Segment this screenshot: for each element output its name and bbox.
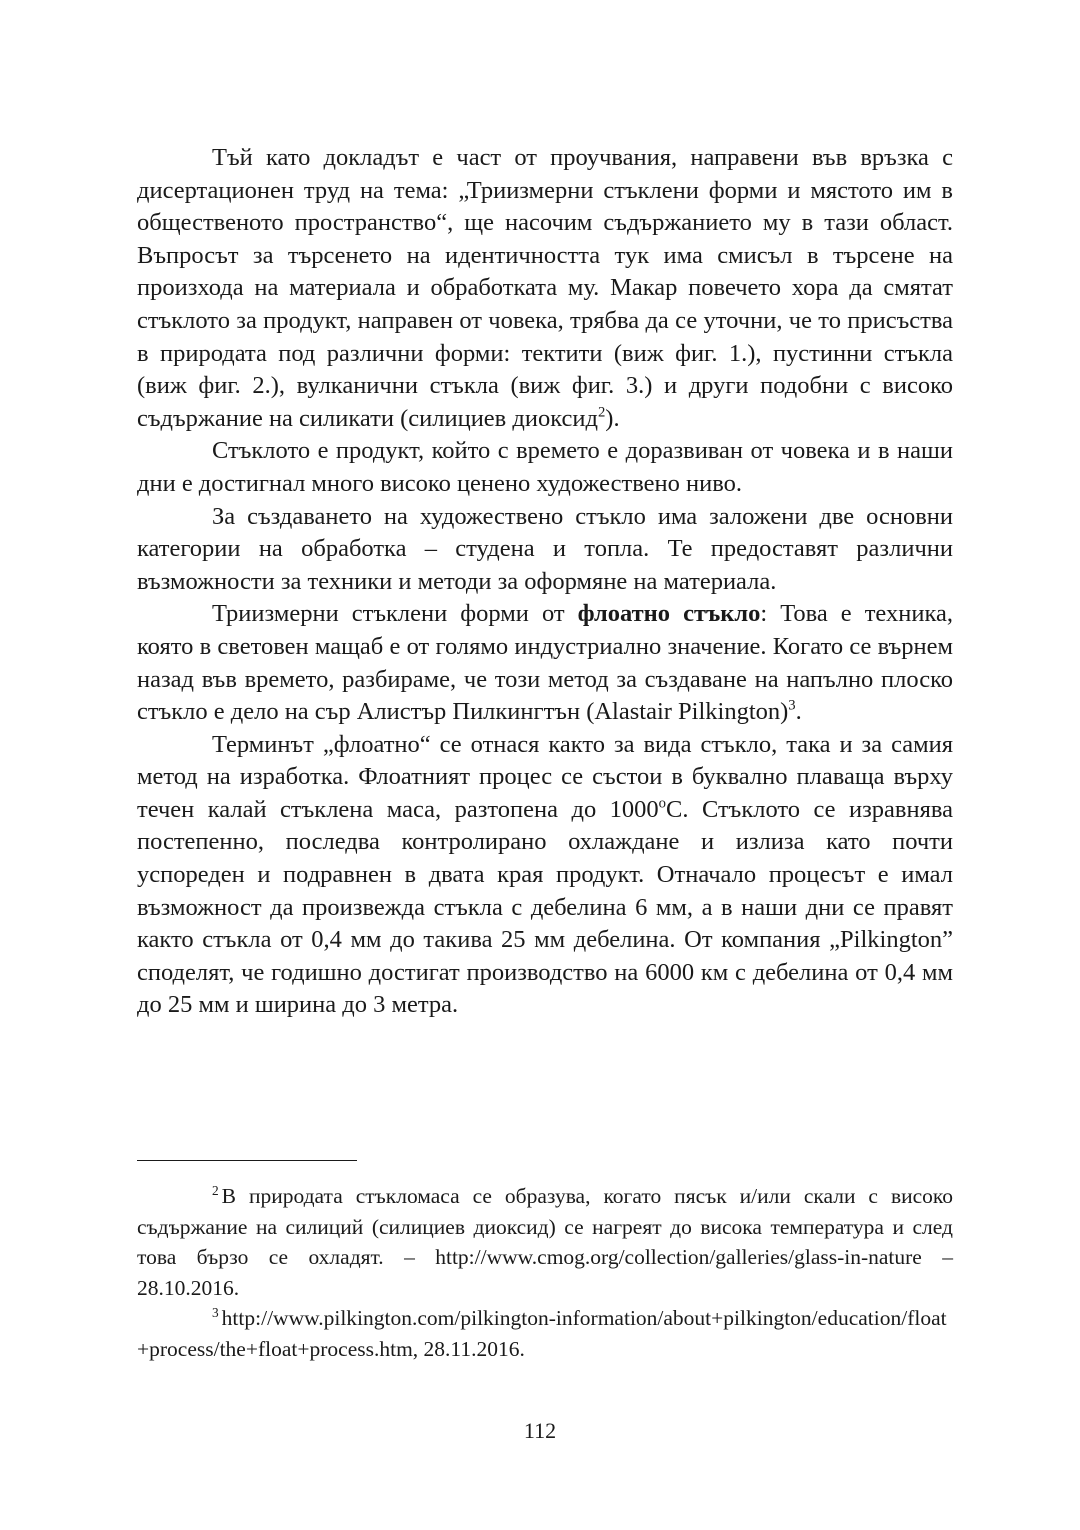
footnote-3: $^3$ http://www.pilkington.com/pilkington-information/about+pilkington/education/float+process/the+float+process.htm, 28.11.2016. [137,1305,947,1361]
footnote-separator [137,1160,357,1161]
footnote-mark-2: 2 [212,1183,219,1199]
bold-term: флоатно стъкло [577,600,761,628]
footnote-link-cmog[interactable]: http://www.cmog.org/collection/galleries/glass-in-nature [435,1245,922,1269]
main-text [137,142,953,1022]
footnote-ref-2[interactable]: 2 [597,404,606,421]
footnotes [137,1181,953,1364]
footnote-ref-3[interactable]: 3 [788,697,796,714]
footnote-2: $^2$ В природата стъкломаса се образува, когато пясък и/или скали с високо съдържание на силиций (силициев диоксид) се нагреят до висока температура и след това бързо се охладят. – http://www.cmog.org/collection/galleries/glass-in-nature – 28.10.2016. [137,1183,954,1300]
page-number: 112 [523,1418,557,1443]
paragraph-4: Триизмерни стъклени форми от флоатно стъкло: Това е техника, която в световен мащаб е от голямо индустриално значение. Когато се върнем назад във времето, разбираме, че този метод за създаване на напълно плоско стъкло е дело на сър Алистър Пилкингтън (Alastair Pilkington)$^3$. [137,600,953,726]
paragraph-1: Тъй като докладът е част от проучвания, направени във връзка с дисертационен труд на тема: „Триизмерни стъклени форми и мястото им в общественото пространство“, ще насочим съдържанието му в тази област. Въпросът за търсенето на идентичността тук има смисъл в търсене на произхода на материала и обработката му. Макар повечето хора да смятат стъклото за продукт, направен от човека, трябва да се уточни, че то присъства в природата под различни форми: тектити (виж фиг. 1.), пустинни стъкла (виж фиг. 2.), вулканични стъкла (виж фиг. 3.) и други подобни с високо съдържание на силикати (силициев диоксид$^2$). [137,144,953,432]
degree-sign: o [658,795,667,812]
footnote-link-pilkington[interactable]: http://www.pilkington.com/pilkington-information/about+pilkington/education/float+process/the+float+process.htm [137,1306,947,1361]
paragraph-3: За създаването на художествено стъкло има заложени две основни категории на обработка – студена и топла. Те предоставят различни възможности за техники и методи за оформяне на материала. [137,502,953,595]
paragraph-5: Терминът „флоатно“ се отнася както за вида стъкло, така и за самия метод на изработка. Флоатният процес се състои в буквално плаваща върху течен калай стъклена маса, разтопена до 1000$^o$С. Стъклото се изравнява постепенно, последва контролирано охлаждане и излиза като почти успореден и подравнен в двата края продукт. Отначало процесът е имал възможност да произвежда стъкла с дебелина 6 мм, а в наши дни се правят както стъкла от 0,4 мм до такива 25 мм дебелина. От компания „Pilkington” споделят, че годишно достигат производство на 6000 км с дебелина от 0,4 мм до 25 мм и ширина до 3 метра. [137,730,953,1019]
paragraph-2: Стъклото е продукт, който с времето е доразвиван от човека и в наши дни е достигнал много високо ценено художествено ниво. [137,437,953,497]
footnote-mark-3: 3 [212,1305,219,1321]
